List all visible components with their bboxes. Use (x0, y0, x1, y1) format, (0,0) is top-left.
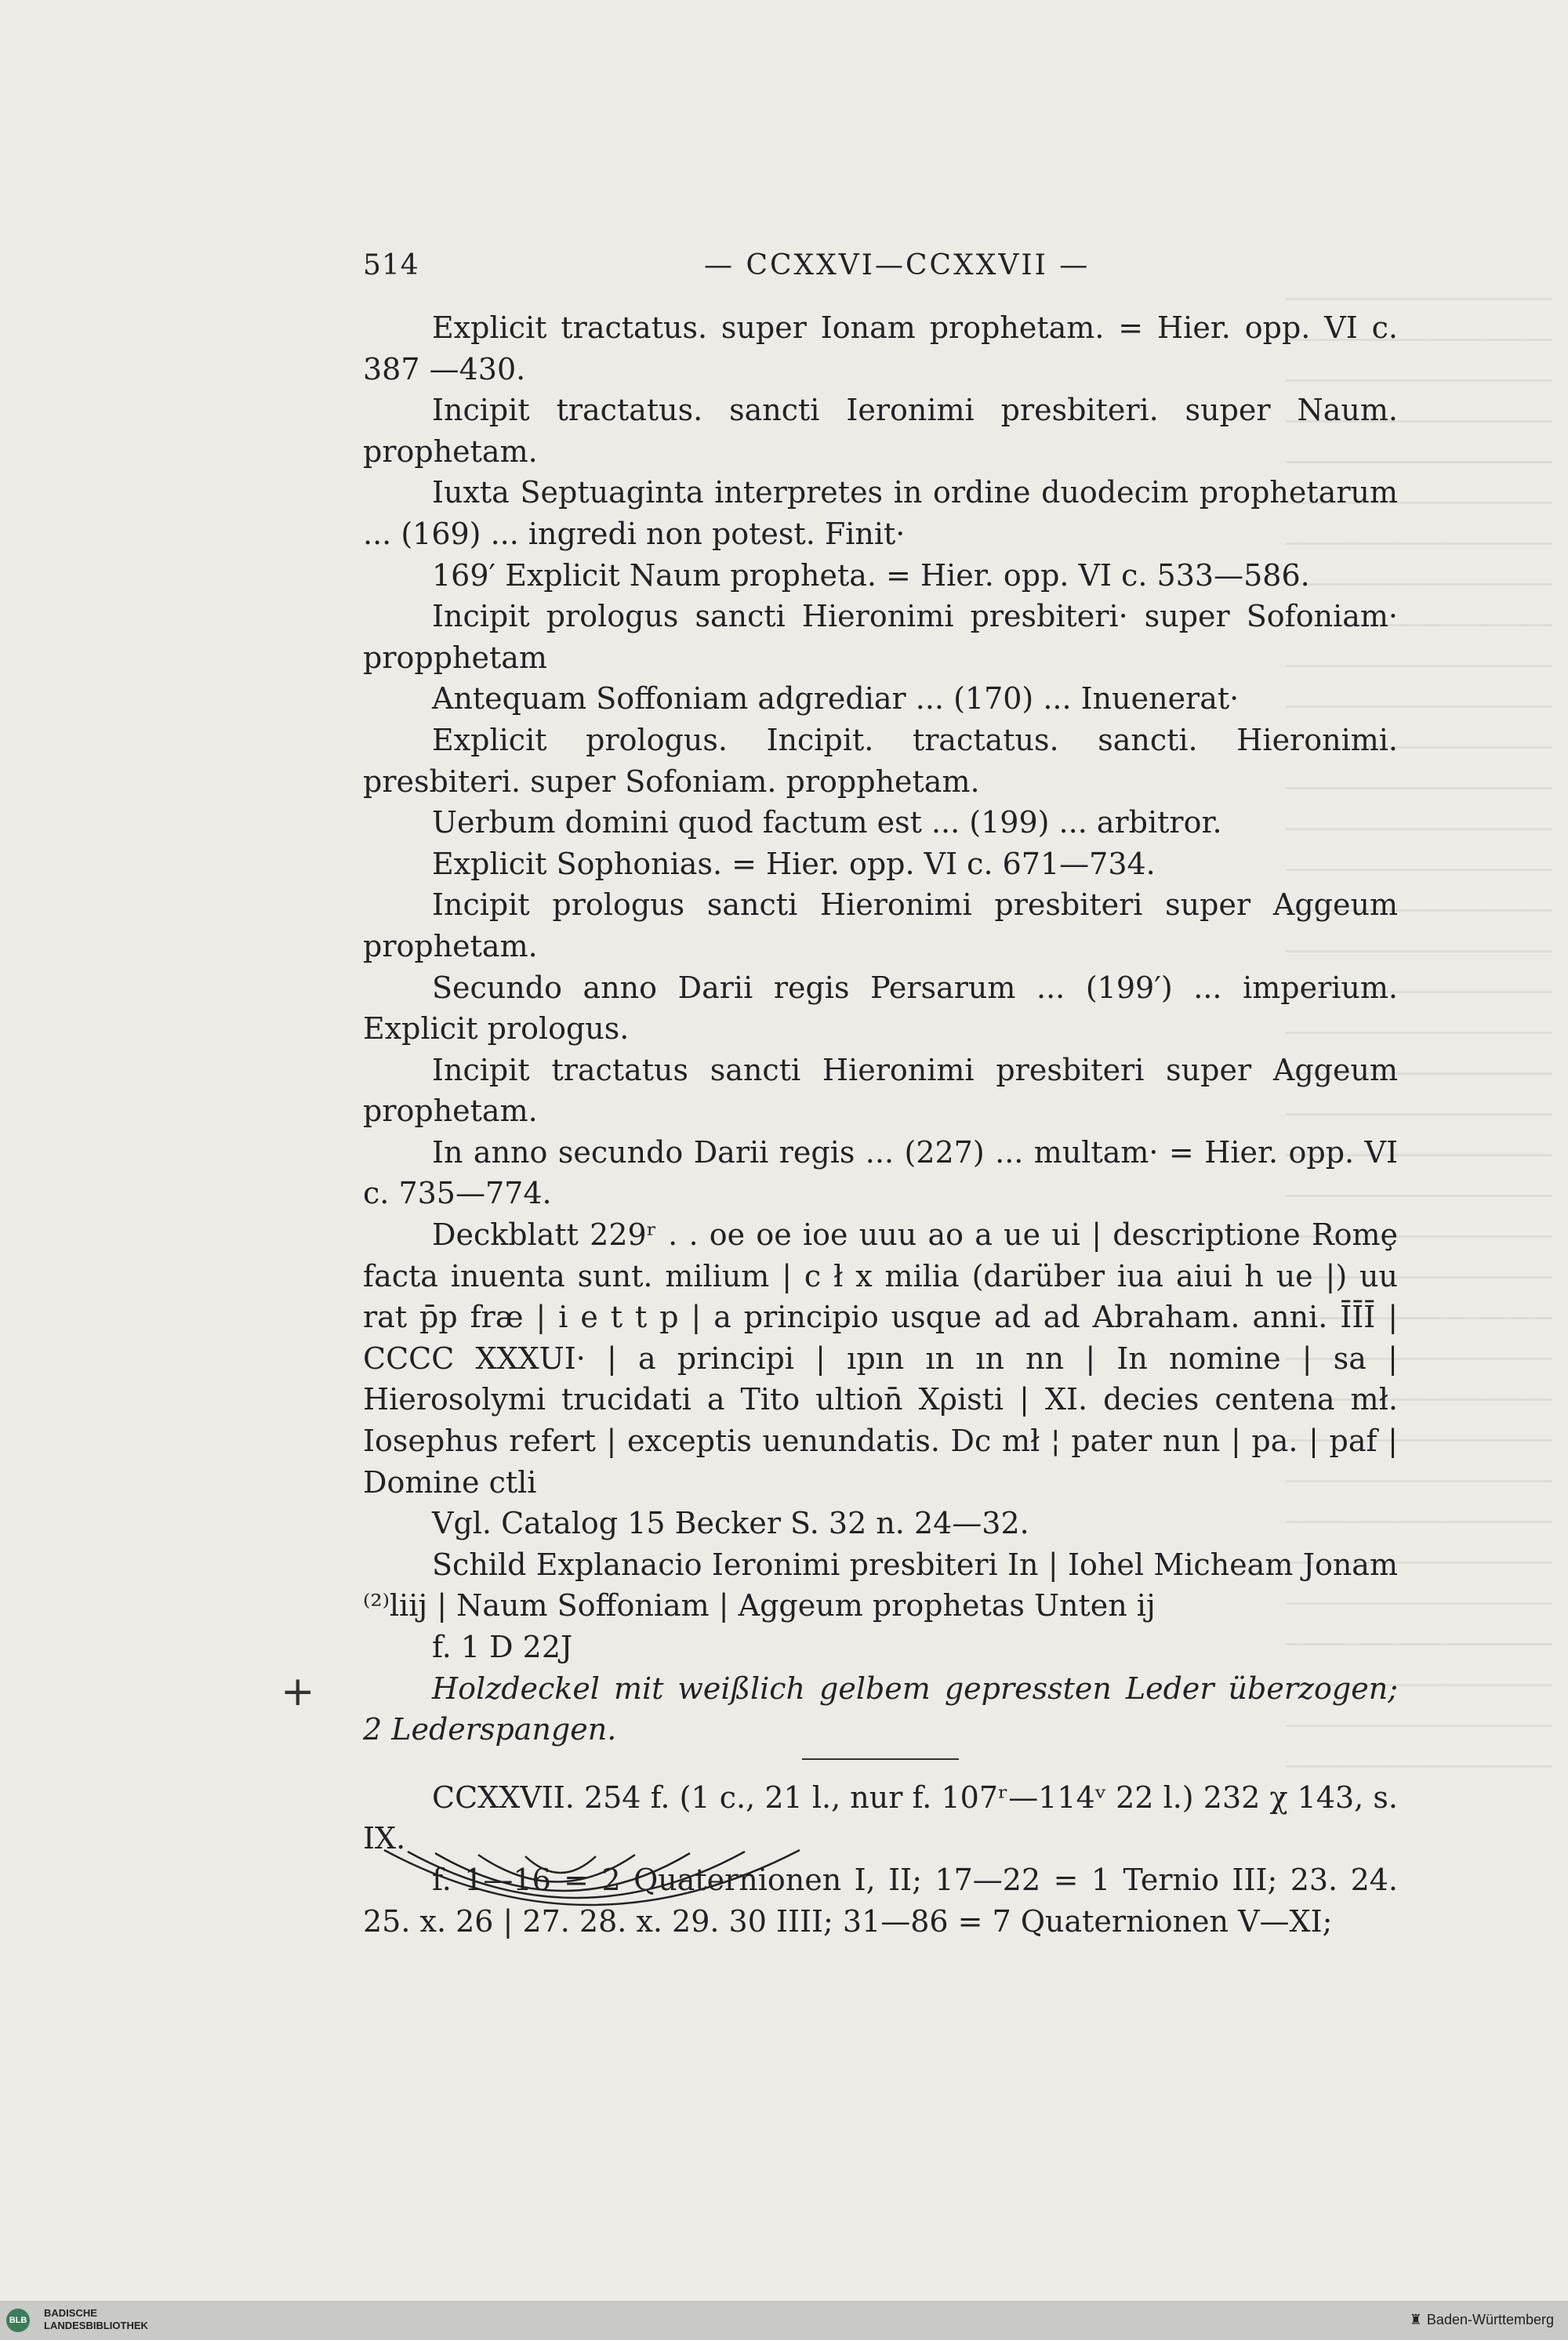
text-paragraph: f. 1 D 22J (432, 1630, 573, 1664)
text-paragraph: In anno secundo Darii regis ... (227) ... multam· = Hier. opp. VI c. 735—774. (363, 1134, 1398, 1211)
text-paragraph: Incipit prologus sancti Hieronimi presbiteri super Aggeum prophetam. (363, 887, 1398, 963)
state-logo: ♜ Baden-Württemberg (1409, 2312, 1554, 2327)
text-paragraph: Holzdeckel mit weißlich gelbem gepressten Leder überzogen; 2 Lederspangen. (363, 1671, 1398, 1747)
page-number: 514 (363, 249, 419, 281)
manuscript-entry-heading: CCXXVII. 254 f. (1 c., 21 l., nur f. 107ʳ—114ᵛ 22 l.) 232 χ 143, s. IX. (363, 1779, 1398, 1856)
text-paragraph: f. 1—16 = 2 Quaternionen I, II; 17—22 = 1 Ternio III; 23. 24. 25. x. 26 | 27. 28. x. 29. 30 IIII; 31—86 = 7 Quaternionen V—XI; (363, 1862, 1398, 1939)
text-paragraph: Incipit tractatus sancti Hieronimi presbiteri super Aggeum prophetam. (363, 1052, 1398, 1129)
text-paragraph: Explicit prologus. Incipit. tractatus. sancti. Hieronimi. presbiteri. super Sofoniam. propphetam. (363, 722, 1398, 799)
text-paragraph: 169′ Explicit Naum propheta. = Hier. opp. VI c. 533—586. (432, 557, 1310, 593)
text-paragraph: Schild Explanacio Ieronimi presbiteri In | Iohel Micheam Jonam ⁽²⁾liij | Naum Soffoniam | Aggeum prophetas Unten ij (363, 1547, 1398, 1623)
margin-cross-mark: + (281, 1668, 315, 1715)
body-text (363, 307, 1398, 1942)
quire-diagram-arcs (376, 1842, 815, 1928)
text-paragraph: Vgl. Catalog 15 Becker S. 32 n. 24—32. (432, 1506, 1029, 1541)
text-paragraph: Secundo anno Darii regis Persarum ... (199′) ... imperium. Explicit prologus. (363, 970, 1398, 1047)
section-divider (802, 1758, 959, 1760)
running-title: — CCXXVI—CCXXVII — (704, 249, 1091, 281)
text-paragraph: Deckblatt 229ʳ . . oe oe ioe uuu ao a ue ui | descriptione Romȩ facta inuenta sunt. milium | c ł x milia (darüber iua aiui h ue |) uu rat p̄p fræ | i e t t p | a principio usque ad ad Abraham. anni. ĪĪĪ | CCCC XXXUI· | a principi | ıpın ın ın nn | In nomine | sa | Hierosolymi trucidati a Tito ultion̄ Xρisti | XI. decies centena mł. Iosephus refert | exceptis uenundatis. Dc mł ¦ pater nun | pa. | paf | Domine ctli (363, 1217, 1398, 1500)
page-header (363, 243, 1398, 290)
text-paragraph: Iuxta Septuaginta interpretes in ordine duodecim prophetarum ... (169) ... ingredi non potest. Finit· (363, 475, 1398, 551)
library-name: BADISCHE LANDESBIBLIOTHEK (44, 2307, 148, 2331)
text-paragraph: Uerbum domini quod factum est ... (199) ... arbitror. (432, 805, 1222, 840)
text-paragraph: Incipit tractatus. sancti Ieronimi presbiteri. super Naum. prophetam. (363, 393, 1398, 469)
lions-crest-icon: ♜ (1409, 2312, 1422, 2327)
text-paragraph: Incipit prologus sancti Hieronimi presbiteri· super Sofoniam· propphetam (363, 599, 1398, 675)
library-logo: BLB (6, 2309, 30, 2332)
text-paragraph: Antequam Soffoniam adgrediar ... (170) ... Inuenerat· (432, 681, 1240, 717)
text-paragraph: Explicit Sophonias. = Hier. opp. VI c. 671—734. (432, 846, 1156, 881)
footer-bar (0, 2301, 1568, 2340)
text-paragraph: Explicit tractatus. super Ionam prophetam. = Hier. opp. VI c. 387 —430. (363, 310, 1398, 386)
